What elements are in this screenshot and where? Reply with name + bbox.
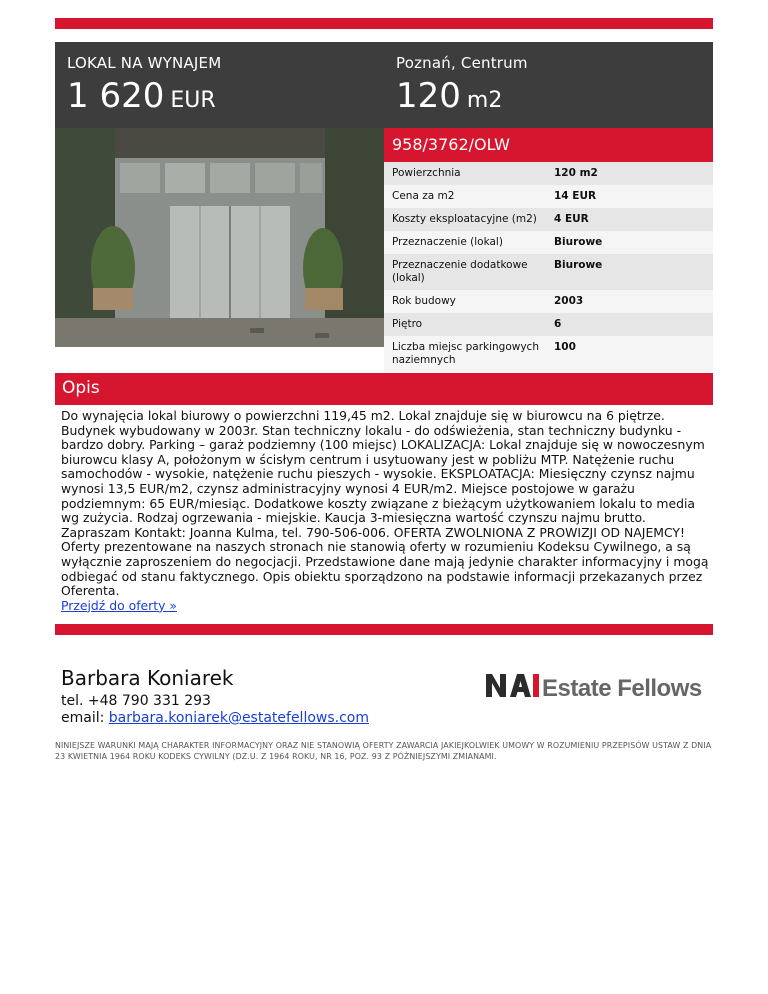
offer-reference: 958/3762/OLW xyxy=(392,135,510,154)
spec-label: Cena za m2 xyxy=(392,190,455,202)
spec-label: Przeznaczenie dodatkowe (lokal) xyxy=(392,259,528,284)
spec-value: 6 xyxy=(554,318,562,330)
description-heading-bar xyxy=(55,373,713,405)
spec-row xyxy=(384,208,713,231)
price-unit: EUR xyxy=(170,88,216,113)
section-divider-bar xyxy=(55,624,713,635)
go-to-offer-link[interactable]: Przejdź do oferty » xyxy=(61,597,177,613)
legal-disclaimer: NINIEJSZE WARUNKI MAJĄ CHARAKTER INFORMACYJNY ORAZ NIE STANOWIĄ OFERTY ZAWARCIA JAKIEJKOLWIEK UMOWY W ROZUMIENIU PRZEPISÓW USTAW Z DNIA 23 KWIETNIA 1964 ROKU KODEKS CYWILNY (DZ.U. Z 1964 ROKU, NR 16, POZ. 93 Z PÓŹNIEJSZYMI ZMIANAMI. xyxy=(55,741,712,761)
area-block xyxy=(396,54,528,116)
area-value: 120 xyxy=(396,76,461,116)
spec-value: 4 EUR xyxy=(554,213,589,225)
logo-text: Estate Fellows xyxy=(542,675,702,700)
location-label: Poznań, Centrum xyxy=(396,54,528,72)
agent-email-link[interactable]: barbara.koniarek@estatefellows.com xyxy=(108,710,369,726)
spec-label: Piętro xyxy=(392,318,423,330)
agent-email-label: email: xyxy=(61,710,109,726)
specs-table xyxy=(384,162,713,372)
spec-row xyxy=(384,231,713,254)
agent-email-line xyxy=(61,710,369,727)
area-unit: m2 xyxy=(466,88,503,113)
agent-name: Barbara Koniarek xyxy=(61,666,234,690)
offer-reference-bar xyxy=(384,128,713,162)
top-accent-bar xyxy=(55,18,713,29)
spec-row xyxy=(384,254,713,290)
price xyxy=(67,76,221,116)
description-text: Do wynajęcia lokal biurowy o powierzchni 119,45 m2. Lokal znajduje się w biurowcu na 6 piętrze. Budynek wybudowany w 2003r. Stan techniczny lokalu - do odświeżenia, stan techniczny budynku - bardzo dobry. Parking – garaż podziemny (100 miejsc) LOKALIZACJA: Lokal znajduje się w nowoczesnym biurowcu klasy A, położonym w ścisłym centrum i usytuowany jest w pobliżu MTP. Natężenie ruchu samochodów - wysokie, natężenie ruchu pieszych - wysokie. EKSPLOATACJA: Miesięczny czynsz najmu wynosi 13,5 EUR/m2, czynsz administracyjny wynosi 4 EUR/m2. Miejsce postojowe w garażu podziemnym: 65 EUR/miesiąc. Dodatkowe koszty związane z bieżącym użytkowaniem lokalu to media wg zużycia. Rodzaj ogrzewania - miejskie. Kaucja 3-miesięczna wartość czynszu najmu brutto. Zapraszam Kontakt: Joanna Kulma, tel. 790-506-006. OFERTA ZWOLNIONA Z PROWIZJI OD NAJEMCY! Oferty prezentowane na naszych stronach nie stanowią oferty w rozumieniu Kodeksu Cywilnego, a są wyłącznie zaproszeniem do negocjacji. Przedstawione dane mają jedynie charakter informacyjny i mogą odbiegać od stanu faktycznego. Opis obiektu sporządzono na podstawie informacji przekazanych przez Oferenta. xyxy=(61,408,709,599)
agent-contact xyxy=(61,666,369,727)
spec-label: Koszty eksploatacyjne (m2) xyxy=(392,213,537,225)
spec-value: 120 m2 xyxy=(554,167,598,179)
company-logo xyxy=(484,670,706,700)
property-photo xyxy=(55,128,384,347)
spec-row xyxy=(384,290,713,313)
spec-label: Przeznaczenie (lokal) xyxy=(392,236,503,248)
spec-value: Biurowe xyxy=(554,259,603,271)
listing-header xyxy=(55,42,713,128)
price-block xyxy=(67,54,221,116)
spec-row xyxy=(384,162,713,185)
description xyxy=(61,409,711,613)
spec-label: Rok budowy xyxy=(392,295,456,307)
spec-label: Liczba miejsc parkingowych naziemnych xyxy=(392,341,539,366)
listing-type-label: LOKAL NA WYNAJEM xyxy=(67,54,222,72)
spec-value: 14 EUR xyxy=(554,190,597,202)
area xyxy=(396,76,528,116)
description-heading: Opis xyxy=(62,378,100,398)
spec-value: Biurowe xyxy=(554,236,603,248)
spec-row xyxy=(384,313,713,336)
spec-value: 100 xyxy=(554,341,576,353)
spec-row xyxy=(384,336,713,372)
price-value: 1 620 xyxy=(67,76,165,116)
agent-phone: tel. +48 790 331 293 xyxy=(61,693,211,709)
spec-label: Powierzchnia xyxy=(392,167,461,179)
spec-row xyxy=(384,185,713,208)
spec-value: 2003 xyxy=(554,295,584,307)
